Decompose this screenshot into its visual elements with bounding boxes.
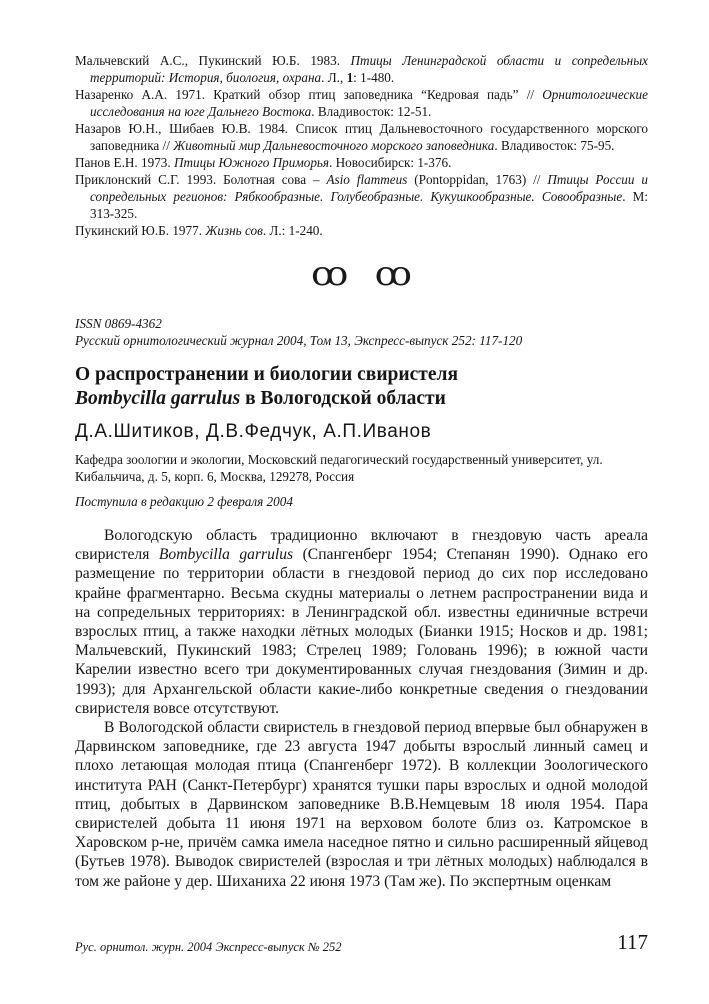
text-run: Назаренко А.А. 1971. Краткий обзор птиц заповедника “Кедровая падь” //: [75, 87, 543, 102]
article-body: [75, 526, 648, 891]
text-run: Вологодскую область традиционно включают в гнездовую часть ареала свиристеля: [75, 527, 648, 564]
italic-text: Птицы России и сопредельных регионов: Рябкообразные. Голубеобразные. Кукушкообразные. Совообразные: [90, 172, 648, 204]
italic-text: Животный мир Дальневосточного морского заповедника: [173, 138, 495, 153]
text-run: (Pontoppidan, 1763) //: [407, 172, 548, 187]
italic-text: Asio flammeus: [326, 172, 408, 187]
article-title: [75, 363, 648, 411]
title-line-2: в Вологодской области: [240, 388, 446, 409]
text-run: Назаров Ю.Н., Шибаев Ю.В. 1984. Список птиц Дальневосточного государственного морского заповедника //: [75, 121, 648, 153]
body-paragraph: [75, 526, 648, 718]
text-run: Приклонский С.Г. 1993. Болотная сова –: [75, 172, 327, 187]
text-run: . Владивосток: 12-51.: [311, 104, 432, 119]
text-run: 1: [346, 70, 354, 85]
title-line-1: О распространении и биологии свиристеля: [75, 364, 459, 385]
ornament-left-icon: ꝏ: [311, 254, 356, 294]
italic-text: Bombycilla garrulus: [158, 546, 294, 564]
text-run: В Вологодской области свиристель в гнездовой период впервые был обнаружен в Дарвинском заповеднике, где 23 августа 1947 добыты взрослый линный самец и плохо летающая молодая птица (Спангенберг 1972). В коллекции Зоологического института РАН (Санкт-Петербург) хранятся тушки пары взрослых и одной молодой птиц, добытых в Дарвинском заповеднике В.В.Немцевым 18 июля 1954. Пара свиристелей добыта 11 июня 1971 на верховом болоте близ оз. Катромское в Харовском р-не, причём самка имела наседное пятно и сильно расширенный яйцевод (Бутьев 1978). Выводок свиристелей (взрослая и три лётных молодых) наблюдался в том же районе у дер. Шиханиха 22 июня 1973 (Там же). По экспертным оценкам: [75, 719, 648, 890]
journal-citation: Русский орнитологический журнал 2004, Том 13, Экспресс-выпуск 252: 117-120: [75, 333, 523, 348]
text-run: . М: 313-325.: [90, 189, 649, 221]
text-run: Пукинский Ю.Б. 1977.: [75, 223, 206, 238]
italic-text: Орнитологические исследования на юге Дальнего Востока: [90, 87, 648, 119]
text-run: . Новосибирск: 1-376.: [329, 155, 452, 170]
reference-list: [75, 52, 648, 239]
italic-text: Птицы Ленинградской области и сопредельных территорий: История, биология, охрана: [90, 53, 648, 85]
italic-text: Птицы Южного Приморья: [174, 155, 330, 170]
reference-item: [75, 154, 648, 171]
reference-item: [75, 222, 648, 239]
authors: Д.А.Шитиков, Д.В.Федчук, А.П.Иванов: [75, 421, 432, 442]
text-run: : 1-480.: [353, 70, 395, 85]
received-date: Поступила в редакцию 2 февраля 2004: [75, 494, 293, 509]
section-divider-ornament: [75, 254, 648, 294]
page-content: [75, 52, 648, 891]
text-run: (Спангенберг 1954; Степанян 1990). Однако его размещение по территории области в гнездовой период до сих пор исследовано крайне фрагментарно. Весьма скудны материалы о летнем распространении вида и на сопредельных территориях: в Ленинградской обл. известны единичные встречи взрослых птиц, а также находки лётных молодых (Бианки 1915; Носков и др. 1981; Мальчевский, Пукинский 1983; Стрелец 1989; Головань 1996); в южной части Карелии известно всего три документированных случая гнездования (Зимин и др. 1993); для Архангельской области какие-либо конкретные сведения о гнездовании свиристеля вовсе отсутствуют.: [75, 546, 648, 717]
text-run: . Л.: 1-240.: [262, 223, 323, 238]
text-run: . Владивосток: 75-95.: [494, 138, 615, 153]
issn: ISSN 0869-4362: [75, 316, 162, 331]
text-run: . Л.,: [321, 70, 347, 85]
body-paragraph: [75, 718, 648, 891]
italic-text: Жизнь сов: [205, 223, 263, 238]
text-run: Панов Е.Н. 1973.: [75, 155, 174, 170]
page-number: 117: [617, 930, 648, 954]
article-header: [75, 315, 648, 349]
reference-item: [75, 120, 648, 154]
title-species: Bombycilla garrulus: [75, 388, 241, 409]
page-footer: [75, 930, 648, 960]
affiliation: Кафедра зоологии и экологии, Московский педагогический государственный университет, ул. Кибальчича, д. 5, корп. 6, Москва, 129278, Россия: [75, 452, 603, 484]
text-run: Мальчевский А.С., Пукинский Ю.Б. 1983.: [75, 53, 351, 68]
ornament-right-icon: ꝏ: [367, 254, 412, 294]
footer-journal: Рус. орнитол. журн. 2004 Экспресс-выпуск № 252: [75, 940, 342, 954]
reference-item: [75, 86, 648, 120]
reference-item: [75, 171, 648, 222]
reference-item: [75, 52, 648, 86]
